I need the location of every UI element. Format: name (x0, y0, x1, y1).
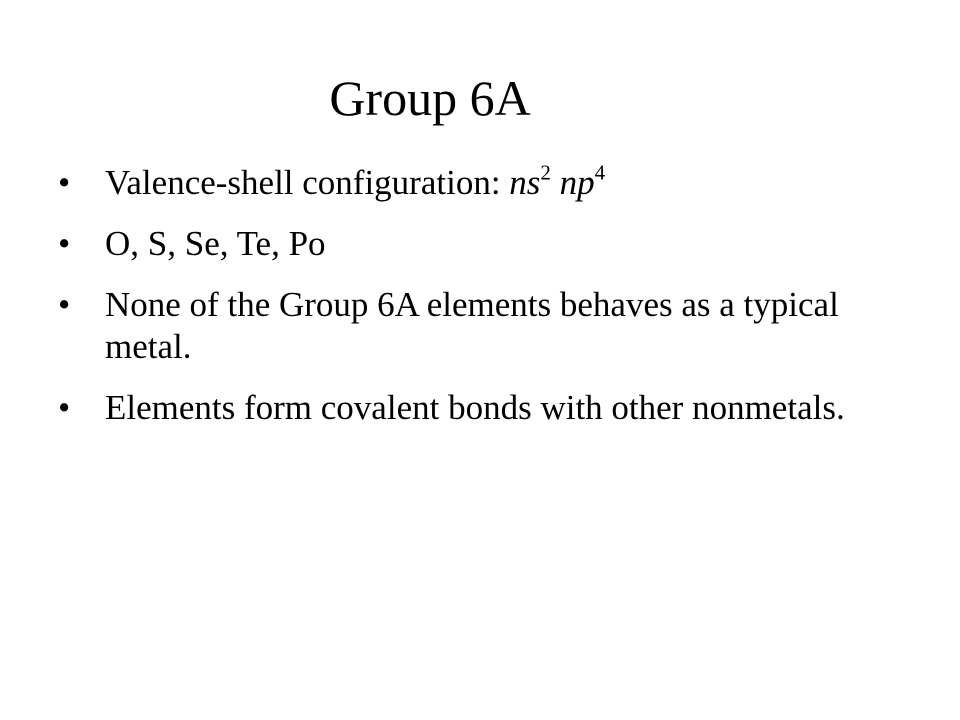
bullet-icon: • (58, 285, 71, 324)
bullet-elements-list (58, 223, 918, 265)
bullet-text: Elements form covalent bonds with other nonmetals. (105, 388, 845, 427)
formula-ns: ns (509, 163, 541, 202)
bullet-valence-config (58, 162, 918, 204)
bullet-list (58, 162, 918, 448)
formula-np-superscript: 4 (594, 160, 606, 185)
formula-np: np (559, 163, 595, 202)
bullet-text: Valence-shell configuration: (105, 163, 510, 202)
bullet-covalent-bonds (58, 387, 918, 429)
bullet-text: None of the Group 6A elements behaves as a typical metal. (105, 285, 839, 366)
bullet-icon: • (58, 163, 71, 202)
slide-title: Group 6A (329, 70, 531, 126)
bullet-metal-behavior (58, 284, 918, 368)
bullet-icon: • (58, 388, 71, 427)
bullet-icon: • (58, 224, 71, 263)
bullet-text: O, S, Se, Te, Po (105, 224, 326, 263)
formula-ns-superscript: 2 (540, 160, 551, 185)
